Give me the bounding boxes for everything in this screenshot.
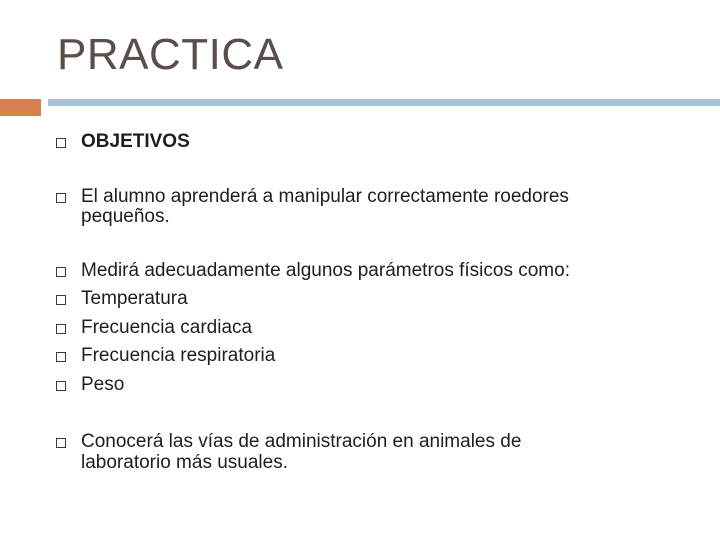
list-item: Frecuencia respiratoria xyxy=(81,345,276,366)
square-bullet-icon xyxy=(56,267,66,277)
list-item: Temperatura xyxy=(81,288,188,309)
list-item: Conocerá las vías de administración en animales de xyxy=(81,431,522,452)
list-item-continuation: laboratorio más usuales. xyxy=(81,452,288,473)
list-item: Frecuencia cardiaca xyxy=(81,317,253,338)
list-item: El alumno aprenderá a manipular correctamente roedores xyxy=(81,186,569,207)
list-item: Peso xyxy=(81,374,125,395)
square-bullet-icon xyxy=(56,438,66,448)
square-bullet-icon xyxy=(56,295,66,305)
square-bullet-icon xyxy=(56,352,66,362)
accent-bar xyxy=(0,99,41,116)
square-bullet-icon xyxy=(56,193,66,203)
list-item: Medirá adecuadamente algunos parámetros físicos como: xyxy=(81,260,570,281)
slide-title: PRACTICA xyxy=(57,30,284,79)
square-bullet-icon xyxy=(56,381,66,391)
square-bullet-icon xyxy=(56,324,66,334)
title-rule xyxy=(48,99,720,106)
square-bullet-icon xyxy=(56,138,66,148)
list-item-continuation: pequeños. xyxy=(81,206,170,227)
list-item: OBJETIVOS xyxy=(81,131,190,152)
